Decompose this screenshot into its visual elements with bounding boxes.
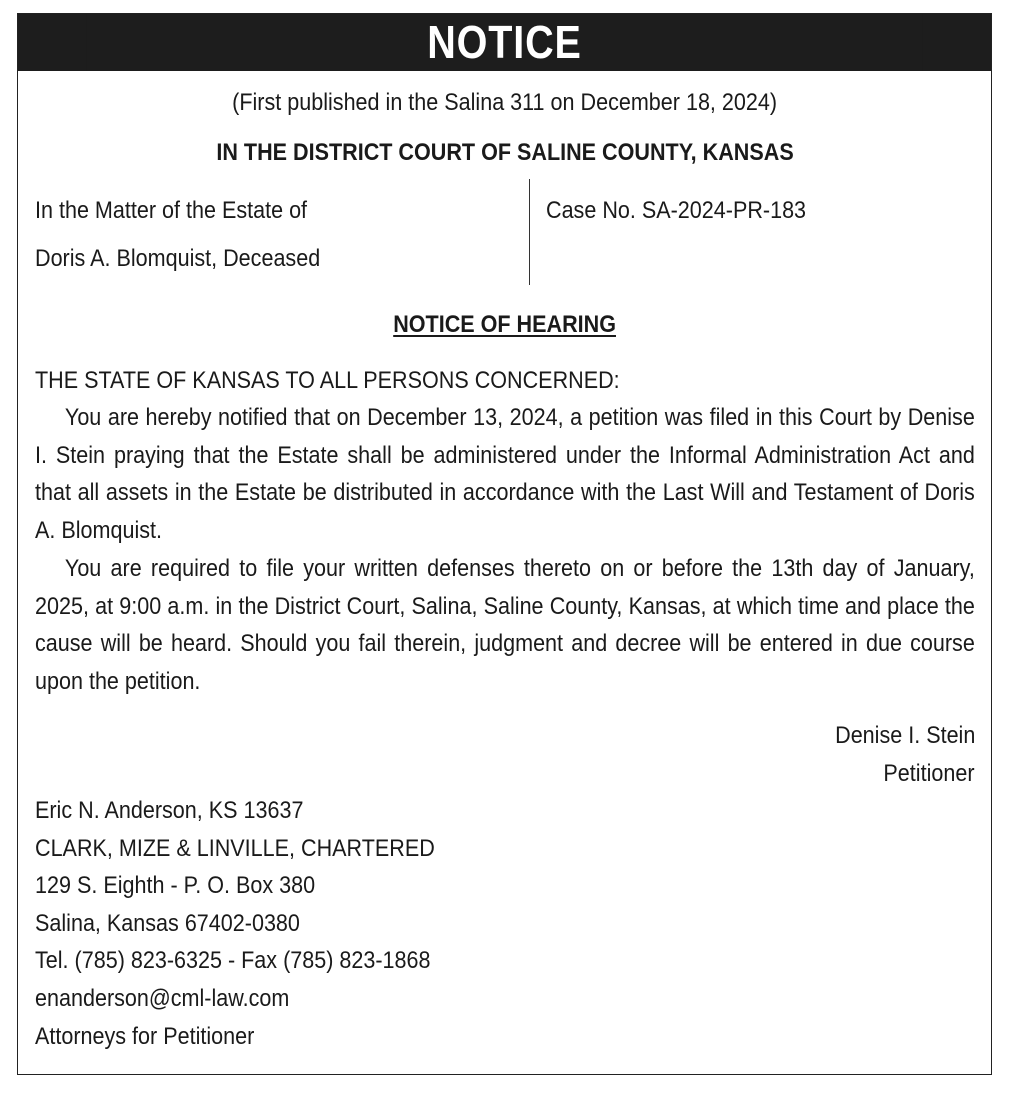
attorney-email: enanderson@cml-law.com <box>35 985 290 1012</box>
attorney-role-row <box>35 1018 284 1056</box>
notice-banner <box>18 14 991 71</box>
caption-matter-line1: In the Matter of the Estate of <box>35 197 308 224</box>
case-number-row <box>546 192 842 230</box>
attorney-email-row <box>35 980 324 1018</box>
caption-matter-line1-row <box>35 192 344 230</box>
attorney-address2: Salina, Kansas 67402-0380 <box>35 910 300 937</box>
signature-role: Petitioner <box>883 760 975 787</box>
attorney-firm-row <box>35 830 489 868</box>
salutation: THE STATE OF KANSAS TO ALL PERSONS CONCERNED: <box>35 367 620 394</box>
caption-matter-line2: Doris A. Blomquist, Deceased <box>35 245 321 272</box>
caption-divider <box>529 179 530 285</box>
attorney-firm: CLARK, MIZE & LINVILLE, CHARTERED <box>35 835 435 862</box>
signature-role-row <box>35 755 975 793</box>
caption-matter-line2-row <box>35 240 359 278</box>
signature-name-row <box>35 717 975 755</box>
notice-banner-title: NOTICE <box>86 14 923 71</box>
paragraph-2 <box>35 550 975 702</box>
attorney-name: Eric N. Anderson, KS 13637 <box>35 797 304 824</box>
attorney-role: Attorneys for Petitioner <box>35 1023 255 1050</box>
salutation-row <box>35 362 699 400</box>
paragraph-1 <box>35 399 975 551</box>
court-heading-row <box>35 134 975 172</box>
paragraph-1-text: You are hereby notified that on December 13, 2024, a petition was filed in this Court by Denise I. Stein praying that the Estate shall be administered under the Informal Administration Act and that all assets in the Estate be distributed in accordance with the Last Will and Testament of Doris A. Blomquist. <box>35 404 975 544</box>
published-line-row <box>35 84 975 122</box>
signature-name: Denise I. Stein <box>834 722 975 749</box>
published-line: (First published in the Salina 311 on December 18, 2024) <box>232 89 778 116</box>
paragraph-2-text: You are required to file your written defenses thereto on or before the 13th day of January, 2025, at 9:00 a.m. in the District Court, Salina, Saline County, Kansas, at which time and place the cause will be heard. Should you fail therein, judgment and decree will be entered in due course upon the petition. <box>35 555 975 695</box>
attorney-phone-fax: Tel. (785) 823-6325 - Fax (785) 823-1868 <box>35 947 431 974</box>
attorney-address1: 129 S. Eighth - P. O. Box 380 <box>35 872 316 899</box>
attorney-address1-row <box>35 867 353 905</box>
hearing-title: NOTICE OF HEARING <box>393 311 617 338</box>
attorney-phone-fax-row <box>35 942 484 980</box>
court-heading: IN THE DISTRICT COURT OF SALINE COUNTY, KANSAS <box>216 139 794 166</box>
attorney-address2-row <box>35 905 336 943</box>
case-number: Case No. SA-2024-PR-183 <box>546 197 807 224</box>
legal-notice <box>17 13 992 1075</box>
attorney-name-row <box>35 792 340 830</box>
hearing-title-row <box>35 306 975 344</box>
